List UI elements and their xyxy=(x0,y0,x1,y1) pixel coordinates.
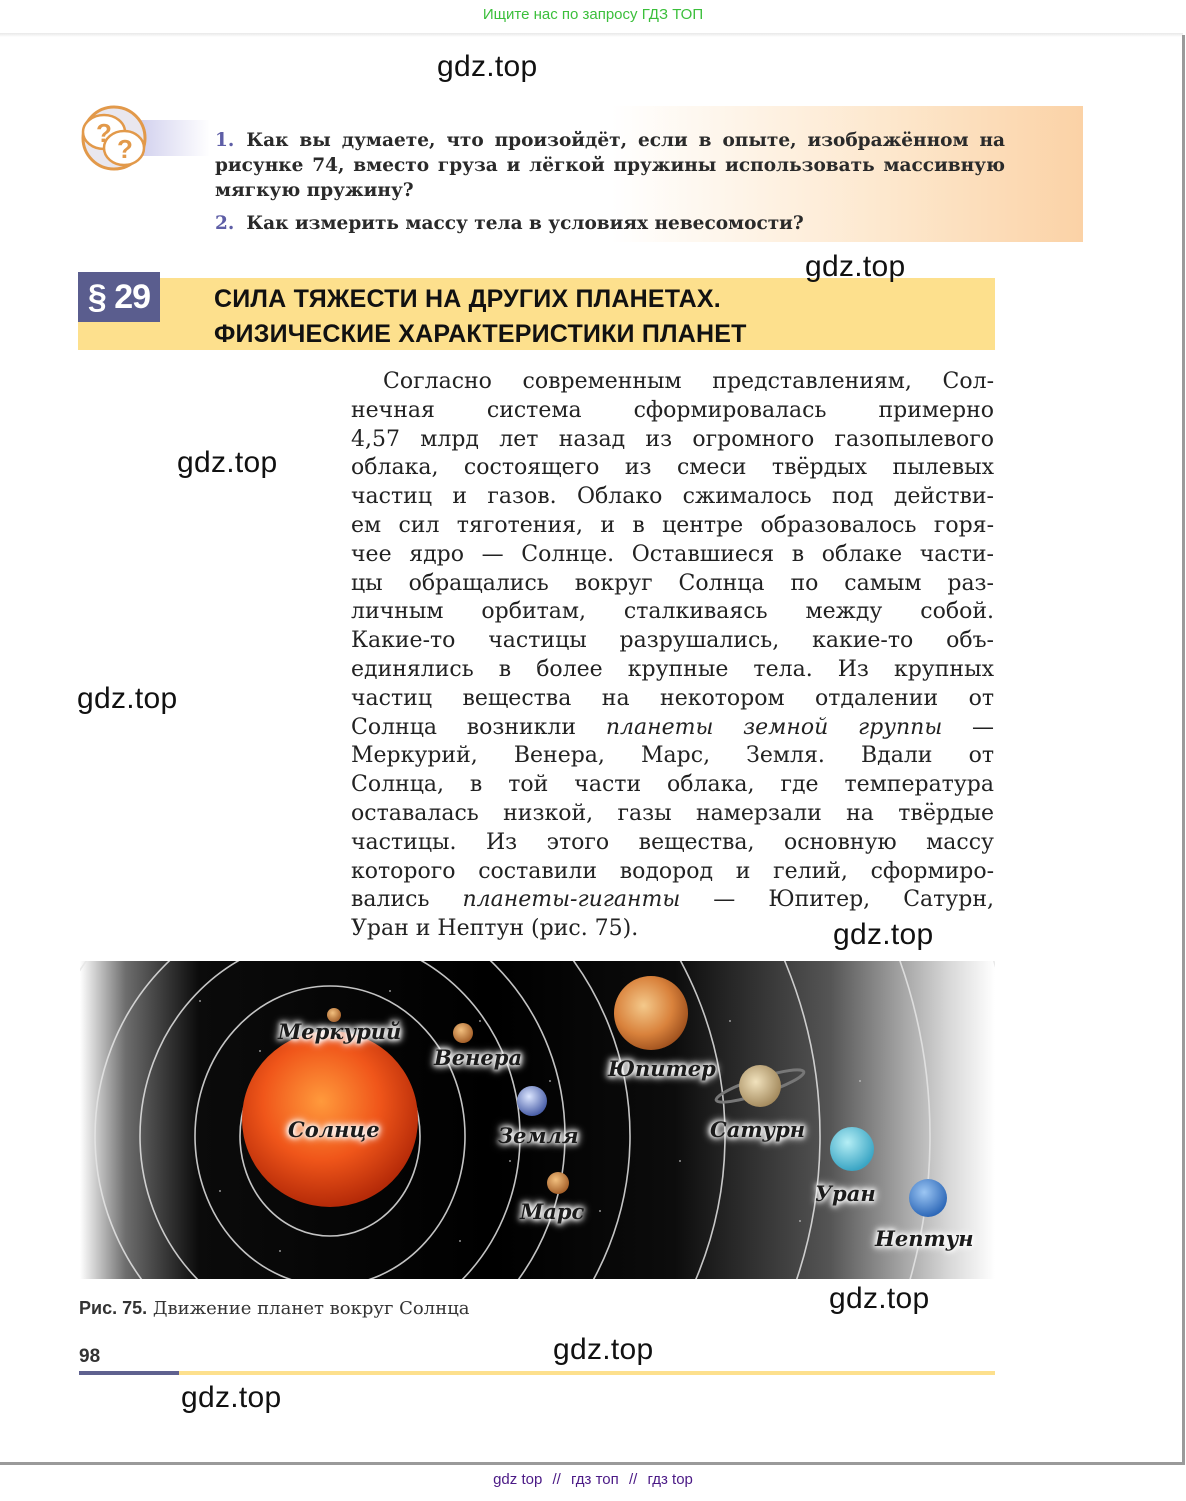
venus-graphic xyxy=(453,1023,473,1043)
label-earth: Земля xyxy=(498,1123,579,1148)
section-title: СИЛА ТЯЖЕСТИ НА ДРУГИХ ПЛАНЕТАХ. ФИЗИЧЕСКИЕ ХАРАКТЕРИСТИКИ ПЛАНЕТ xyxy=(214,285,747,348)
saturn-graphic xyxy=(739,1065,781,1107)
jupiter-graphic xyxy=(614,976,688,1050)
watermark: gdz.top xyxy=(177,446,278,479)
label-venus: Венера xyxy=(434,1045,523,1070)
watermark: gdz.top xyxy=(833,918,934,951)
solar-system-figure xyxy=(80,961,995,1279)
label-sun: Солнце xyxy=(288,1117,380,1142)
page-border-bottom xyxy=(0,1462,1185,1465)
page-border-right xyxy=(1182,35,1185,1465)
label-mars: Марс xyxy=(520,1199,585,1224)
footer-link-gdz-top-mixed[interactable]: гдз top xyxy=(647,1471,693,1488)
page-number: 98 xyxy=(79,1346,101,1367)
footer-separator: // xyxy=(552,1471,561,1488)
watermark: gdz.top xyxy=(553,1333,654,1366)
footer-links xyxy=(0,1471,1186,1488)
watermark: gdz.top xyxy=(805,250,906,283)
uranus-graphic xyxy=(830,1127,874,1171)
header-divider xyxy=(0,33,1183,37)
footer-rule-accent xyxy=(79,1371,179,1375)
footer-link-gdz-top-ru[interactable]: гдз топ xyxy=(571,1471,619,1488)
question-bubbles-icon xyxy=(78,104,148,172)
questions-list xyxy=(215,128,1005,244)
watermark: gdz.top xyxy=(181,1381,282,1414)
label-jupiter: Юпитер xyxy=(608,1056,716,1081)
footer-separator: // xyxy=(628,1471,638,1488)
question-item: 2. Как измерить массу тела в условиях невесомости? xyxy=(215,213,804,234)
term-giant-planets: планеты-гиганты xyxy=(462,887,681,913)
watermark: gdz.top xyxy=(437,50,538,83)
watermark: gdz.top xyxy=(829,1282,930,1315)
solar-system-illustration xyxy=(80,961,995,1279)
search-banner: Ищите нас по запросу ГДЗ ТОП xyxy=(482,6,704,23)
svg-text:?: ? xyxy=(96,118,112,148)
footer-rule xyxy=(179,1371,995,1375)
label-uranus: Уран xyxy=(815,1181,876,1206)
watermark: gdz.top xyxy=(77,682,178,715)
mars-graphic xyxy=(547,1172,569,1194)
question-number: 1. xyxy=(215,130,235,151)
label-mercury: Меркурий xyxy=(278,1019,402,1044)
question-item: 1. Как вы думаете, что произойдёт, если в опыте, изображённом на рисунке 74, вместо груза и лёгкой пружины использовать массивную мягкую пружину? xyxy=(215,130,1005,201)
earth-graphic xyxy=(517,1086,547,1116)
footer-link-gdz-top[interactable]: gdz top xyxy=(493,1471,543,1488)
questions-stripe xyxy=(140,120,210,156)
svg-text:?: ? xyxy=(117,134,133,164)
label-neptune: Нептун xyxy=(875,1226,974,1251)
label-saturn: Сатурн xyxy=(710,1117,806,1142)
question-number: 2. xyxy=(215,213,235,234)
body-paragraph: Согласно современным представлениям, Сол- нечная система сформировалась примерно 4,57 млрд лет назад из огромного газопылевого облака, состоящего из смеси твёрдых пылевых частиц и газов. Облако сжималось под действи- ем сил тяготения, и в центре образовалось горя- чее ядро — Солнце. Оставшиеся в облаке части- цы обращались вокруг Солнца по самым раз- личным орбитам, сталкиваясь между собой. Какие-то частицы разрушались, какие-то объ- единялись в более крупные тела. Из крупных частиц вещества на некотором отдалении от Солнца возникли планеты земной группы — Меркурий, Венера, Марс, Земля. Вдали от Солнца, в той части облака, где температура оставалась низкой, газы намерзали на твёрдые частицы. Из этого вещества, основную массу которого составили водород и гелий, сформиро- вались планеты-гиганты — Юпитер, Сатурн, Уран и Нептун (рис. 75). xyxy=(351,369,995,942)
section-number-badge: § 29 xyxy=(78,272,160,322)
figure-caption: Рис. 75. Движение планет вокруг Солнца xyxy=(79,1298,470,1319)
term-terrestrial-planets: планеты земной группы xyxy=(605,714,943,740)
neptune-graphic xyxy=(909,1179,947,1217)
